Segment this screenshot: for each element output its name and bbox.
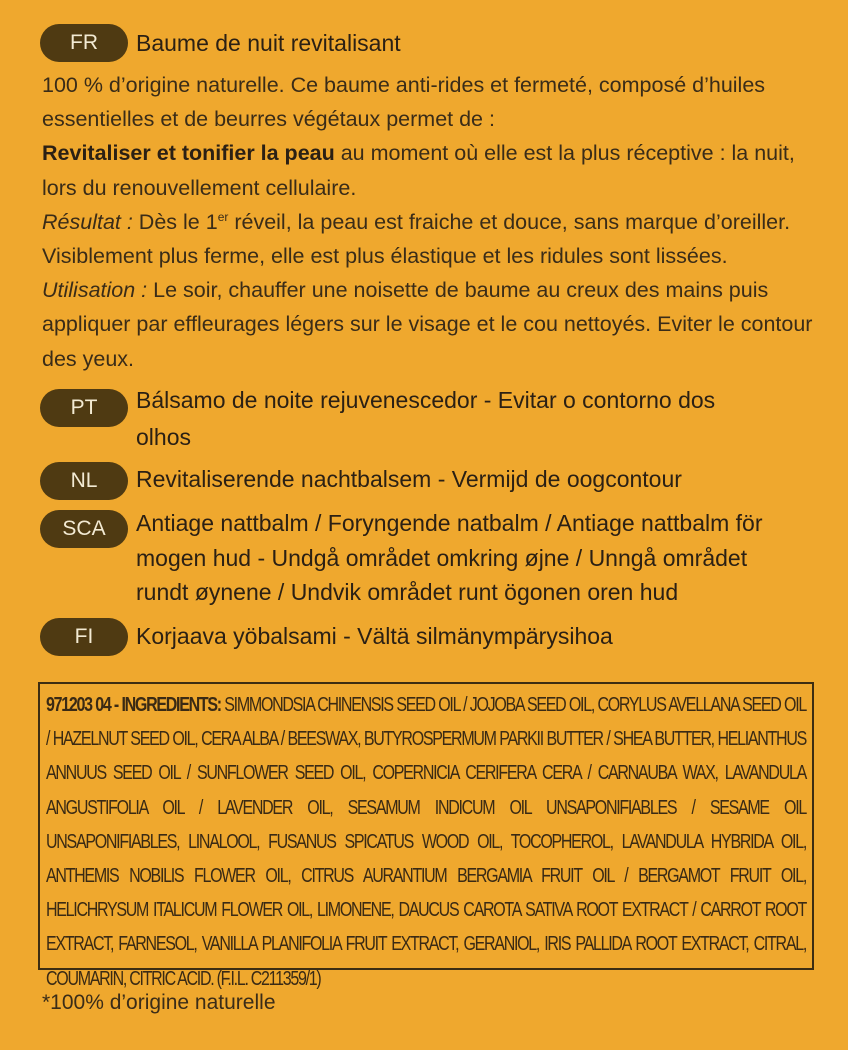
sca-text-line-3: rundt øynene / Undvik området runt ögonen oren hud — [136, 579, 679, 605]
fr-usage — [42, 273, 832, 376]
fr-intro: 100 % d’origine naturelle. Ce baume anti-rides et fermeté, composé d’huiles essentielles et de beurres végétaux permet de : — [42, 73, 766, 132]
ingredients-text: SIMMONDSIA CHINENSIS SEED OIL / JOJOBA SEED OIL, CORYLUS AVELLANA SEED OIL / HAZELNUT SEED OIL, CERA ALBA / BEESWAX, BUTYROSPERMUM PARKII BUTTER / SHEA BUTTER, HELIANTHUS ANNUUS SEED OIL / SUNFLOWER SEED OIL, COPERNICIA CERIFERA CERA / CARNAUBA WAX, LAVANDULA ANGUSTIFOLIA OIL / LAVENDER OIL, SESAMUM INDICUM OIL UNSAPONIFIABLES / SESAME OIL UNSAPONIFIABLES, LINALOOL, FUSANUS SPICATUS WOOD OIL, TOCOPHEROL, LAVANDULA HYBRIDA OIL, ANTHEMIS NOBILIS FLOWER OIL, CITRUS AURANTIUM BERGAMIA FRUIT OIL / BERGAMOT FRUIT OIL, HELICHRYSUM ITALICUM FLOWER OIL, LIMONENE, DAUCUS CAROTA SATIVA ROOT EXTRACT / CARROT ROOT EXTRACT, FARNESOL, VANILLA PLANIFOLIA FRUIT EXTRACT, GERANIOL, IRIS PALLIDA ROOT EXTRACT, CITRAL, COUMARIN, CITRIC ACID. (F.I.L. C211359/1) — [46, 694, 807, 990]
fr-description — [42, 68, 832, 376]
fr-result-post: réveil, la peau est fraiche et douce, sans marque d’oreiller. Visiblement plus ferme, elle est plus élastique et les ridules sont lissées. — [42, 209, 791, 269]
footnote: *100% d’origine naturelle — [42, 991, 276, 1014]
fr-result — [42, 205, 832, 273]
language-badge-fi: FI — [40, 618, 128, 656]
fr-result-label: Résultat : — [42, 209, 133, 234]
sca-text-line-1: Antiage nattbalm / Foryngende natbalm / Antiage nattbalm för — [136, 510, 763, 536]
fr-usage-text: Le soir, chauffer une noisette de baume au creux des mains puis appliquer par effleurages légers sur le visage et le cou nettoyés. Eviter le contour des yeux. — [42, 278, 813, 371]
ingredients-box — [38, 682, 814, 990]
language-badge-nl: NL — [40, 462, 128, 500]
fi-text: Korjaava yöbalsami - Vältä silmänympärysihoa — [136, 623, 613, 649]
fr-result-sup: er — [217, 209, 229, 224]
fr-revitalize-text: au moment où elle est la plus réceptive : la nuit, lors du renouvellement cellulaire. — [42, 141, 795, 200]
pt-text-line-1: Bálsamo de noite rejuvenescedor - Evitar o contorno dos — [136, 387, 716, 413]
language-badge-fr: FR — [40, 24, 128, 62]
fr-result-pre: Dès le 1 — [132, 209, 218, 234]
ingredients-label: 971203 04 - INGREDIENTS: — [46, 694, 221, 716]
fr-revitalize-bold: Revitaliser et tonifier la peau — [42, 141, 335, 166]
language-badge-sca: SCA — [40, 510, 128, 548]
fr-title: Baume de nuit revitalisant — [136, 30, 401, 56]
ingredients-list — [46, 688, 806, 996]
sca-text-line-2: mogen hud - Undgå området omkring øjne / Unngå området — [136, 545, 748, 571]
fr-usage-label: Utilisation : — [42, 278, 148, 303]
nl-text: Revitaliserende nachtbalsem - Vermijd de oogcontour — [136, 466, 682, 492]
fr-revitalize — [42, 136, 832, 204]
language-badge-pt: PT — [40, 389, 128, 427]
pt-text-line-2: olhos — [136, 424, 191, 450]
